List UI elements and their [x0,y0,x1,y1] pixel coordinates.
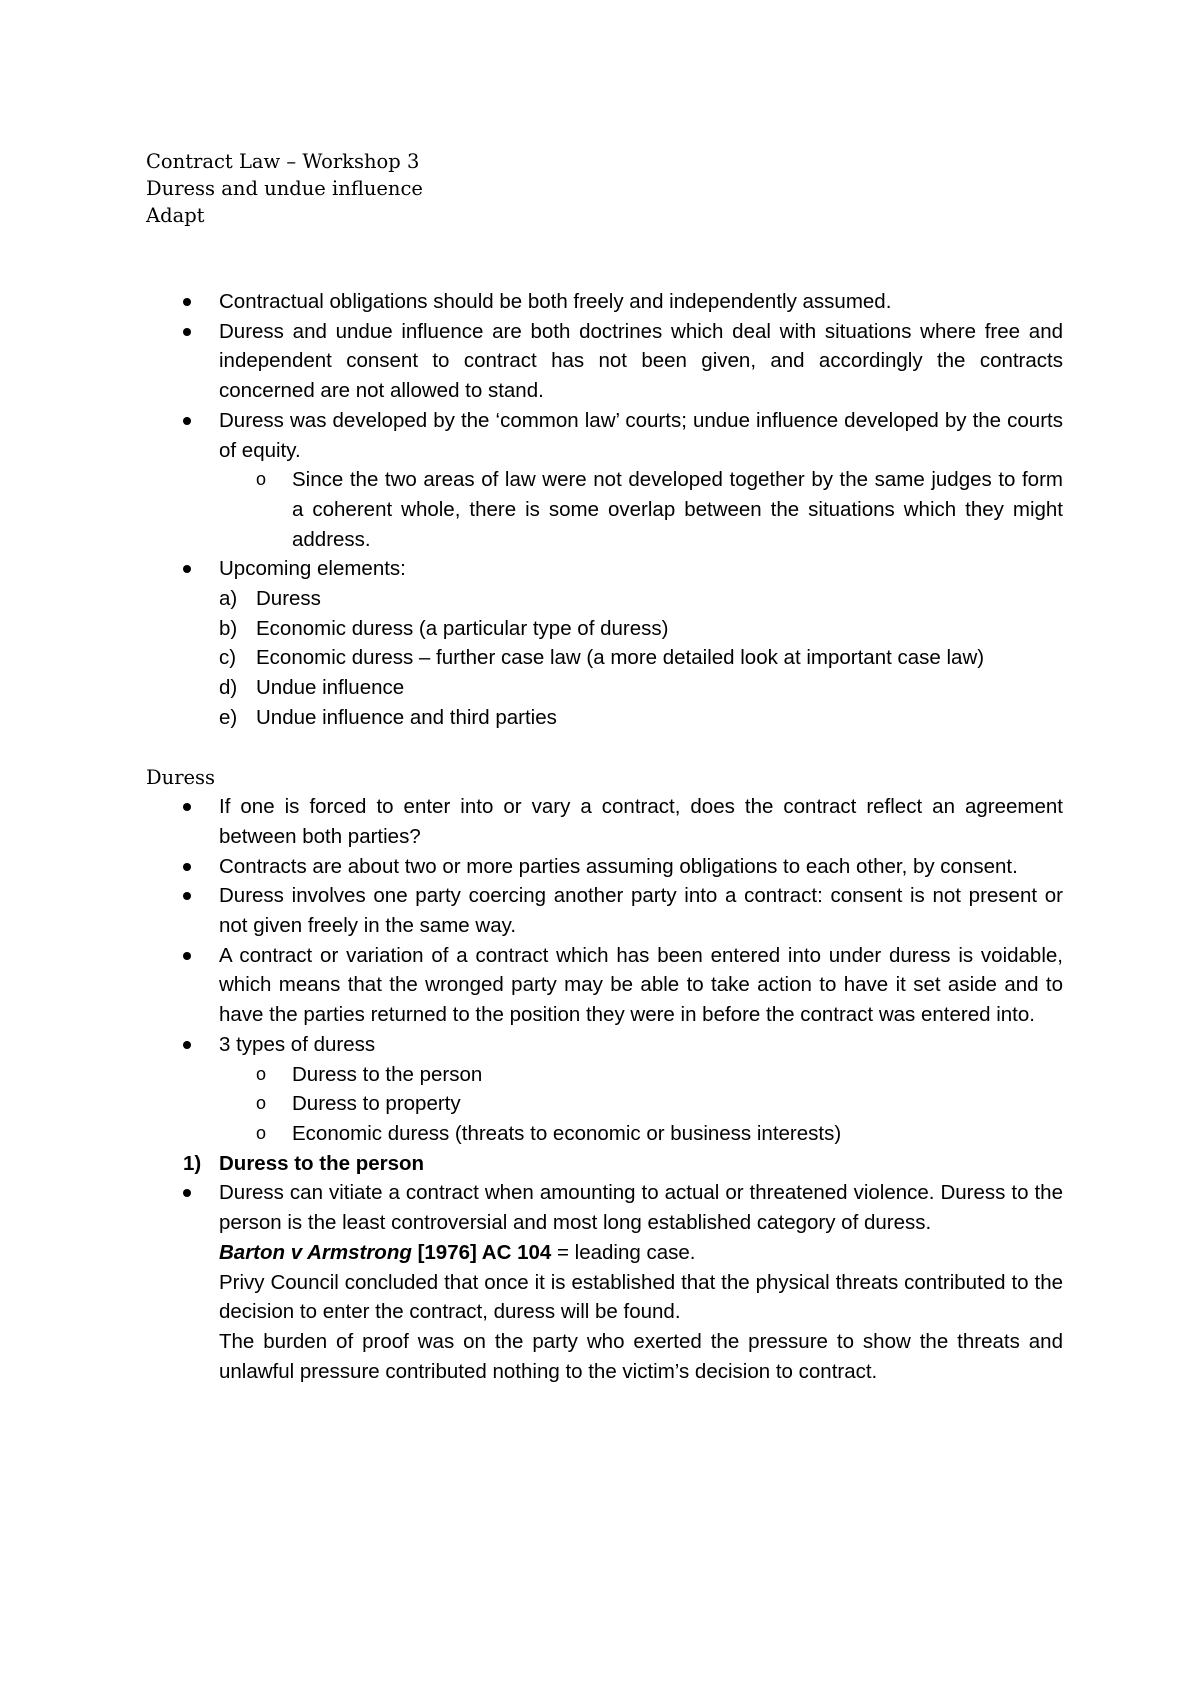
list-item [146,584,1063,614]
list-item [146,643,1063,673]
list-item-text: Undue influence and third parties [256,705,557,729]
subsection-heading-duress-to-person [146,1149,1063,1179]
list-marker: a) [219,587,238,611]
list-item: Duress and undue influence are both doctrines which deal with situations where free and independent consent to contract has not been given, and accordingly the contracts concerned are not allowed to stand. [146,317,1063,406]
document-title: Contract Law – Workshop 3 [146,150,420,173]
case-citation: [1976] AC 104 [417,1240,552,1264]
list-marker: e) [219,705,238,729]
duress-to-person-list [146,1178,1063,1386]
list-item: If one is forced to enter into or vary a contract, does the contract reflect an agreement between both parties? [146,792,1063,851]
paragraph: Duress can vitiate a contract when amounting to actual or threatened violence. Duress to the person is the least controversial and most long established category of duress. [219,1181,1063,1235]
list-item-text: Economic duress – further case law (a more detailed look at important case law) [256,646,985,670]
upcoming-elements-list [146,584,1063,733]
subsection-title: Duress to the person [219,1151,425,1175]
list-item [146,703,1063,733]
list-item: Contracts are about two or more parties assuming obligations to each other, by consent. [146,852,1063,882]
case-name: Barton v Armstrong [219,1240,412,1264]
paragraph: Privy Council concluded that once it is established that the physical threats contributed to the decision to enter the contract, duress will be found. [219,1270,1063,1324]
duress-bullet-list [146,792,1063,1148]
list-marker: b) [219,616,238,640]
sub-list-item: o Since the two areas of law were not developed together by the same judges to form a coherent whole, there is some overlap between the situations which they might address. [146,465,1063,554]
paragraph: The burden of proof was on the party who exerted the pressure to show the threats and unlawful pressure contributed nothing to the victim’s decision to contract. [219,1329,1063,1383]
list-item [146,673,1063,703]
document-body [146,287,1063,1386]
list-item [146,1178,1063,1386]
document-tag: Adapt [146,204,205,227]
list-marker: c) [219,646,237,670]
list-item: Duress was developed by the ‘common law’ courts; undue influence developed by the courts of equity. [146,406,1063,465]
sub-list-item: o Duress to the person [146,1060,1063,1090]
list-item: Duress involves one party coercing another party into a contract: consent is not present or not given freely in the same way. [146,881,1063,940]
list-item-text: Duress [256,587,321,611]
list-item: 3 types of duress [146,1030,1063,1060]
section-heading-duress: Duress [146,765,216,789]
list-item: Upcoming elements: [146,554,1063,584]
document-subtitle: Duress and undue influence [146,177,423,200]
list-item: Contractual obligations should be both freely and independently assumed. [146,287,1063,317]
list-item-text: Undue influence [256,676,405,700]
sub-list-item: o Economic duress (threats to economic or business interests) [146,1119,1063,1149]
list-marker: d) [219,676,238,700]
sub-list-item: o Duress to property [146,1089,1063,1119]
intro-bullet-list [146,287,1063,584]
list-item: A contract or variation of a contract which has been entered into under duress is voidable, which means that the wronged party may be able to take action to have it set aside and to have the parties returned to the position they were in before the contract was entered into. [146,941,1063,1030]
list-item-text: Economic duress (a particular type of duress) [256,616,669,640]
list-item [146,614,1063,644]
case-reference [219,1238,1063,1268]
case-note: = leading case. [551,1240,696,1264]
list-marker: 1) [183,1151,202,1175]
